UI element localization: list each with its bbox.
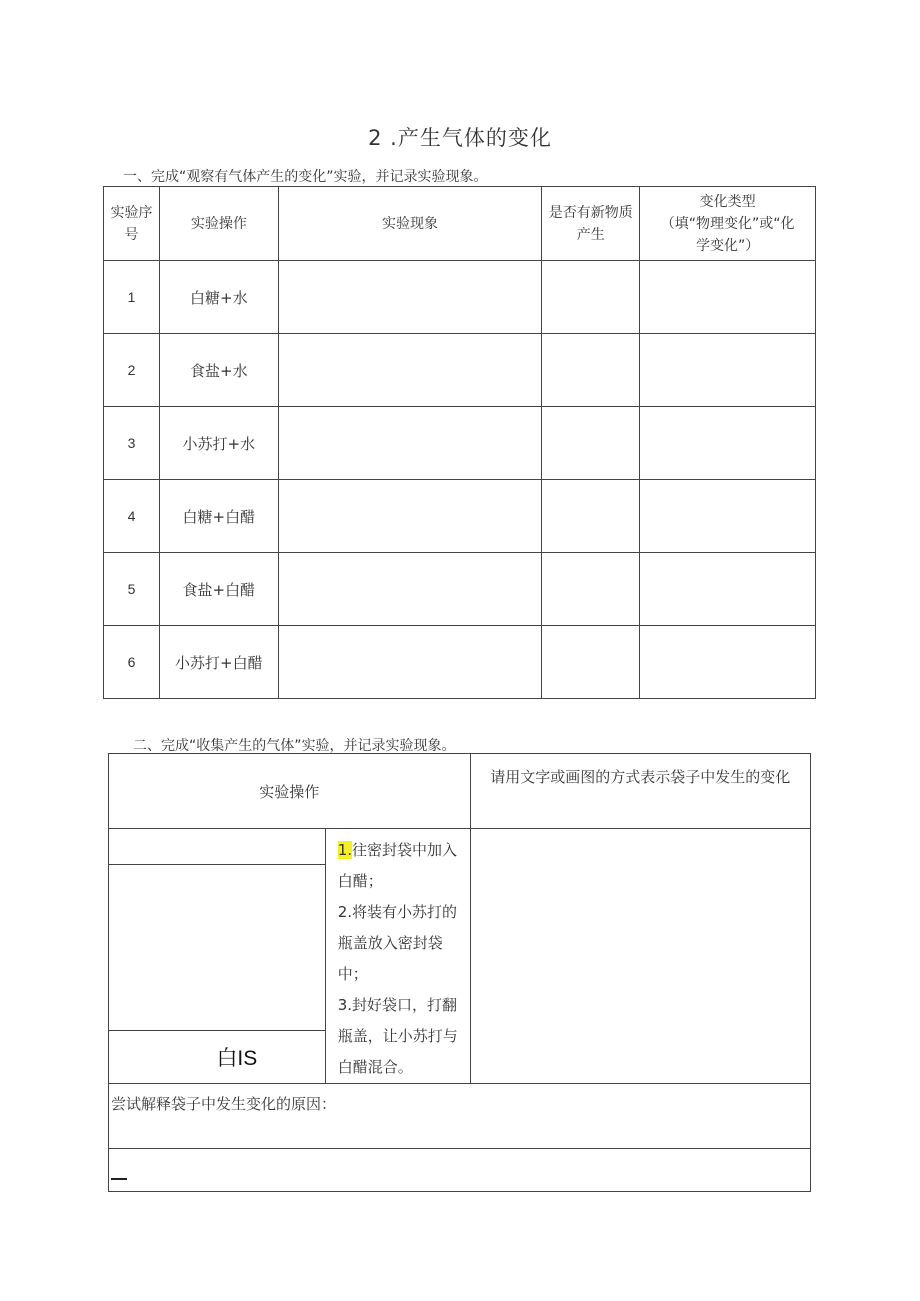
row-number: 3 <box>104 407 160 480</box>
page-title: 2 .产生气体的变化 <box>368 126 552 150</box>
row-number: 2 <box>104 334 160 407</box>
header-seq: 实验序 号 <box>104 187 160 261</box>
steps-cell <box>325 829 470 1084</box>
table-row <box>104 480 816 553</box>
change-type-cell[interactable] <box>640 407 816 480</box>
row-number: 5 <box>104 553 160 626</box>
row-operation: 白糖+白醋 <box>159 480 278 553</box>
header-operation: 实验操作 <box>159 187 278 261</box>
header-phenomenon: 实验现象 <box>278 187 542 261</box>
row-operation: 食盐+水 <box>159 334 278 407</box>
image-cell-middle <box>109 865 326 1030</box>
table-row <box>104 334 816 407</box>
header-draw: 请用文字或画图的方式表示袋子中发生的变化 <box>470 754 810 829</box>
table-row <box>104 626 816 699</box>
new-substance-cell[interactable] <box>542 553 640 626</box>
answer-line-cell[interactable] <box>109 1149 811 1192</box>
header-change-type: 变化类型 （填“物理变化”或“化 学变化”） <box>640 187 816 261</box>
image-cell-bottom <box>109 1030 326 1083</box>
row-operation: 小苏打+水 <box>159 407 278 480</box>
phenomenon-cell[interactable] <box>278 626 542 699</box>
new-substance-cell[interactable] <box>542 407 640 480</box>
section1-caption: 一、完成“观察有气体产生的变化”实验，并记录实验现象。 <box>123 169 488 185</box>
change-type-cell[interactable] <box>640 626 816 699</box>
new-substance-cell[interactable] <box>542 261 640 334</box>
header-operation: 实验操作 <box>109 754 471 829</box>
row-operation: 食盐+白醋 <box>159 553 278 626</box>
phenomenon-cell[interactable] <box>278 407 542 480</box>
gas-collection-table <box>108 753 811 1192</box>
phenomenon-cell[interactable] <box>278 261 542 334</box>
answer-dash <box>111 1178 127 1180</box>
change-type-cell[interactable] <box>640 261 816 334</box>
table-row <box>104 261 816 334</box>
row-number: 4 <box>104 480 160 553</box>
header-new-substance: 是否有新物质 产生 <box>542 187 640 261</box>
image-cell-top <box>109 829 326 865</box>
image-label: 白IS <box>216 1046 258 1070</box>
step-2: 2.将装有小苏打的瓶盖放入密封袋中； <box>337 903 458 983</box>
new-substance-cell[interactable] <box>542 334 640 407</box>
row-operation: 白糖+水 <box>159 261 278 334</box>
table-header-row <box>104 187 816 261</box>
row-number: 1 <box>104 261 160 334</box>
change-type-cell[interactable] <box>640 480 816 553</box>
phenomenon-cell[interactable] <box>278 553 542 626</box>
drawing-area[interactable] <box>470 829 810 1084</box>
step-3: 3.封好袋口，打翻瓶盖，让小苏打与白醋混合。 <box>337 996 458 1076</box>
step-1-number: 1. <box>337 841 353 859</box>
change-type-cell[interactable] <box>640 553 816 626</box>
row-number: 6 <box>104 626 160 699</box>
step-1: 1.往密封袋中加入白醋； <box>337 841 458 890</box>
phenomenon-cell[interactable] <box>278 480 542 553</box>
table-header-row <box>109 754 811 829</box>
change-type-cell[interactable] <box>640 334 816 407</box>
new-substance-cell[interactable] <box>542 626 640 699</box>
explain-cell[interactable]: 尝试解释袋子中发生变化的原因： <box>109 1084 811 1149</box>
phenomenon-cell[interactable] <box>278 334 542 407</box>
table-row <box>104 553 816 626</box>
table-row <box>104 407 816 480</box>
new-substance-cell[interactable] <box>542 480 640 553</box>
section2-caption: 二、完成“收集产生的气体”实验，并记录实验现象。 <box>133 738 456 754</box>
row-operation: 小苏打+白醋 <box>159 626 278 699</box>
observation-table <box>103 186 816 699</box>
